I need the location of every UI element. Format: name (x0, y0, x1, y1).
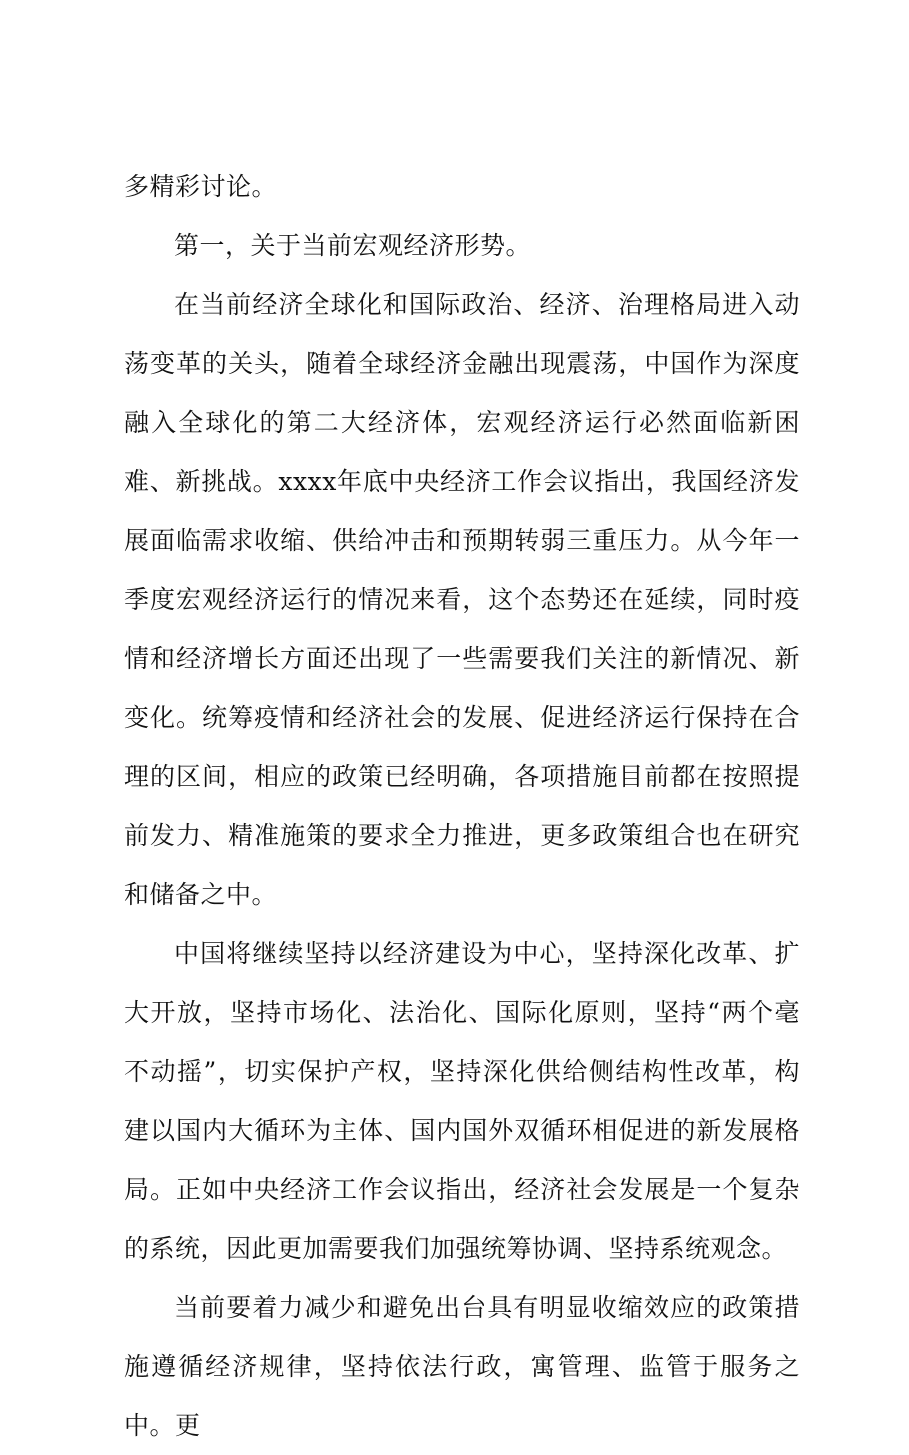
paragraph-economic-policy: 中国将继续坚持以经济建设为中心，坚持深化改革、扩大开放，坚持市场化、法治化、国际化原则，坚持“两个毫不动摇”，切实保护产权，坚持深化供给侧结构性改革，构建以国内大循环为主体、国内国外双循环相促进的新发展格局。正如中央经济工作会议指出，经济社会发展是一个复杂的系统，因此更加需要我们加强统筹协调、坚持系统观念。 (124, 939, 800, 1263)
paragraph-macro-situation: 在当前经济全球化和国际政治、经济、治理格局进入动荡变革的关头，随着全球经济金融出现震荡，中国作为深度融入全球化的第二大经济体，宏观经济运行必然面临新困难、新挑战。xxxx年底中央经济工作会议指出，我国经济发展面临需求收缩、供给冲击和预期转弱三重压力。从今年一季度宏观经济运行的情况来看，这个态势还在延续，同时疫情和经济增长方面还出现了一些需要我们关注的新情况、新变化。统筹疫情和经济社会的发展、促进经济运行保持在合理的区间，相应的政策已经明确，各项措施目前都在按照提前发力、精准施策的要求全力推进，更多政策组合也在研究和储备之中。 (124, 290, 800, 909)
paragraph-policy-measures: 当前要着力减少和避免出台具有明显收缩效应的政策措施遵循经济规律，坚持依法行政，寓管理、监管于服务之中。更 (124, 1293, 800, 1440)
paragraph-section-heading: 第一，关于当前宏观经济形势。 (174, 231, 532, 260)
document-body (124, 157, 800, 1455)
paragraph-continuation: 多精彩讨论。 (124, 172, 278, 201)
